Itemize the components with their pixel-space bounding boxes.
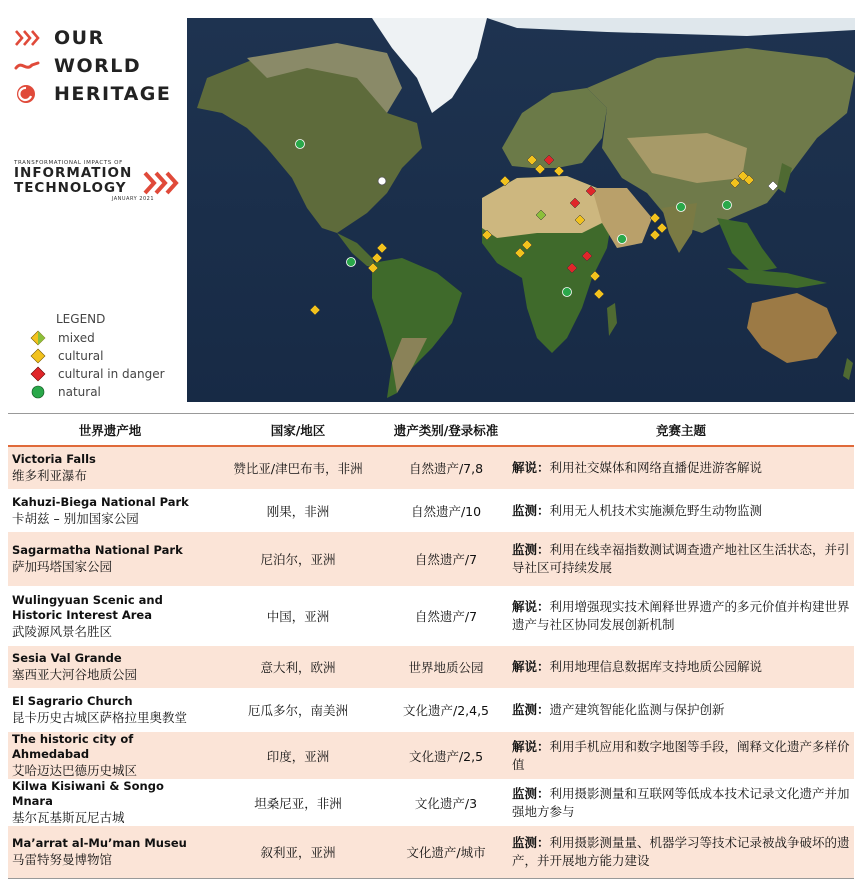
site-name-cn: 萨加玛塔国家公园 [12, 559, 113, 574]
theme-keyword: 监测： [512, 702, 550, 717]
logo-line-3 [14, 80, 184, 108]
theme-text: 遗产建筑智能化监测与保护创新 [549, 702, 725, 717]
logo-line-2 [14, 52, 184, 80]
theme-text: 利用无人机技术实施濒危野生动物监测 [549, 502, 763, 518]
site-name-en: Wulingyuan Scenic and Historic Interest Area [12, 592, 163, 622]
legend-item-natural [30, 383, 165, 401]
site-name-en: Sagarmatha National Park [12, 543, 183, 557]
triple-chevron-icon [14, 26, 44, 50]
theme-keyword: 监测： [512, 785, 550, 801]
site-name-cn: 昆卡历史古城区萨格拉里奥教堂 [12, 710, 188, 725]
logo-word-1: OUR [54, 27, 105, 49]
category-cell: 自然遗产/10 [384, 489, 508, 532]
site-name-cn: 武陵源风景名胜区 [12, 623, 113, 639]
legend-item-cultural [30, 347, 165, 365]
theme-cell [508, 489, 854, 532]
category-cell: 自然遗产/7 [384, 532, 508, 586]
table-row [8, 688, 854, 732]
country-cell: 意大利，欧洲 [212, 646, 384, 688]
legend-item-mixed [30, 329, 165, 347]
mixed-diamond-icon [30, 330, 46, 346]
theme-cell [508, 779, 854, 826]
theme-cell [508, 532, 854, 586]
heritage-table [8, 413, 854, 879]
theme-cell [508, 586, 854, 646]
site-name-en: El Sagrario Church [12, 694, 133, 708]
site-name-en: Kilwa Kisiwani & Songo Mnara [12, 779, 164, 808]
site-name-en: Victoria Falls [12, 452, 96, 466]
table-row [8, 646, 854, 688]
it-date: JANUARY 2021 [111, 196, 154, 202]
legend-label-cultural-danger: cultural in danger [58, 367, 165, 381]
marker-natural [723, 201, 732, 210]
marker-white [378, 177, 386, 185]
theme-keyword: 监测： [512, 834, 550, 850]
category-cell: 文化遗产/2,5 [384, 732, 508, 779]
site-name-en: Kahuzi-Biega National Park [12, 494, 189, 509]
theme-text: 利用摄影测量和互联网等低成本技术记录文化遗产并加强地方参与 [512, 785, 850, 819]
legend-title: LEGEND [56, 312, 106, 326]
swirl-icon [14, 82, 44, 106]
theme-cell [508, 826, 854, 878]
theme-text: 利用增强现实技术阐释世界遗产的多元价值并构建世界遗产与社区协同发展创新机制 [512, 599, 850, 632]
theme-text: 利用摄影测量量、机器学习等技术记录被战争破坏的遗产，并开展地方能力建设 [512, 834, 850, 868]
theme-cell [508, 646, 854, 688]
site-name-cn: 塞西亚大河谷地质公园 [12, 667, 138, 682]
theme-keyword: 解说： [512, 659, 550, 674]
table-row [8, 489, 854, 532]
wave-icon [14, 54, 44, 78]
country-cell: 尼泊尔，亚洲 [212, 532, 384, 586]
table-row [8, 779, 854, 826]
site-name-en: The historic city of Ahmedabad [12, 732, 134, 761]
table-row [8, 586, 854, 646]
marker-natural [677, 203, 686, 212]
world-heritage-map [187, 18, 855, 402]
map-legend [30, 312, 165, 401]
logo-line-1 [14, 24, 184, 52]
category-cell: 文化遗产/城市 [384, 826, 508, 878]
table-row [8, 826, 854, 878]
site-name-cn: 艾哈迈达巴德历史城区 [12, 763, 138, 778]
theme-keyword: 监测： [512, 502, 550, 518]
country-cell: 叙利亚，亚洲 [212, 826, 384, 878]
site-name-en: Ma’arrat al-Mu’man Museu [12, 835, 187, 850]
it-subtitle-line-1: INFORMATION [14, 165, 133, 181]
theme-keyword: 解说： [512, 738, 550, 754]
site-name-cn: 基尔瓦基斯瓦尼古城 [12, 810, 125, 825]
country-cell: 厄瓜多尔，南美洲 [212, 688, 384, 732]
it-subtitle-line-2: TECHNOLOGY [14, 180, 127, 196]
site-name-en: Sesia Val Grande [12, 651, 122, 665]
country-cell: 刚果，非洲 [212, 489, 384, 532]
table-row [8, 446, 854, 489]
header-site: 世界遗产地 [8, 414, 212, 447]
marker-natural [563, 288, 572, 297]
country-cell: 赞比亚/津巴布韦，非洲 [212, 446, 384, 489]
country-cell: 印度，亚洲 [212, 732, 384, 779]
cultural-diamond-icon [30, 348, 46, 364]
category-cell: 自然遗产/7 [384, 586, 508, 646]
table-header-row [8, 414, 854, 447]
natural-circle-icon [30, 384, 46, 400]
category-cell: 世界地质公园 [384, 646, 508, 688]
marker-natural [618, 235, 627, 244]
theme-text: 利用在线幸福指数测试调查遗产地社区生活状态，并引导社区可持续发展 [512, 542, 850, 575]
danger-diamond-icon [30, 366, 46, 382]
table-row [8, 532, 854, 586]
site-name-cn: 维多利亚瀑布 [12, 468, 88, 483]
theme-text: 利用手机应用和数字地图等手段，阐释文化遗产多样价值 [512, 738, 850, 772]
legend-label-cultural: cultural [58, 349, 104, 363]
our-world-heritage-logo [14, 24, 184, 108]
category-cell: 文化遗产/3 [384, 779, 508, 826]
legend-label-mixed: mixed [58, 331, 95, 345]
country-cell: 中国，亚洲 [212, 586, 384, 646]
header-theme: 竞赛主题 [508, 414, 854, 447]
red-chevrons-icon [142, 170, 180, 196]
category-cell: 自然遗产/7,8 [384, 446, 508, 489]
theme-keyword: 解说： [512, 460, 550, 475]
logo-word-2: WORLD [54, 55, 142, 77]
legend-item-cultural-danger [30, 365, 165, 383]
legend-label-natural: natural [58, 385, 101, 399]
theme-cell [508, 732, 854, 779]
header-country: 国家/地区 [212, 414, 384, 447]
it-impacts-logo [14, 160, 184, 202]
it-subtitle-small: TRANSFORMATIONAL IMPACTS OF [14, 160, 123, 166]
table-row [8, 732, 854, 779]
category-cell: 文化遗产/2,4,5 [384, 688, 508, 732]
marker-natural [296, 140, 305, 149]
theme-keyword: 监测： [512, 542, 550, 557]
country-cell: 坦桑尼亚，非洲 [212, 779, 384, 826]
theme-cell [508, 688, 854, 732]
theme-keyword: 解说： [512, 599, 550, 614]
theme-text: 利用地理信息数据库支持地质公园解说 [549, 659, 763, 674]
header-category: 遗产类别/登录标准 [384, 414, 508, 447]
site-name-cn: 马雷特努曼博物馆 [12, 851, 113, 867]
marker-natural [347, 258, 356, 267]
theme-cell [508, 446, 854, 489]
logo-word-3: HERITAGE [54, 83, 172, 105]
site-name-cn: 卡胡兹 – 别加国家公园 [12, 510, 139, 526]
theme-text: 利用社交媒体和网络直播促进游客解说 [549, 460, 763, 475]
